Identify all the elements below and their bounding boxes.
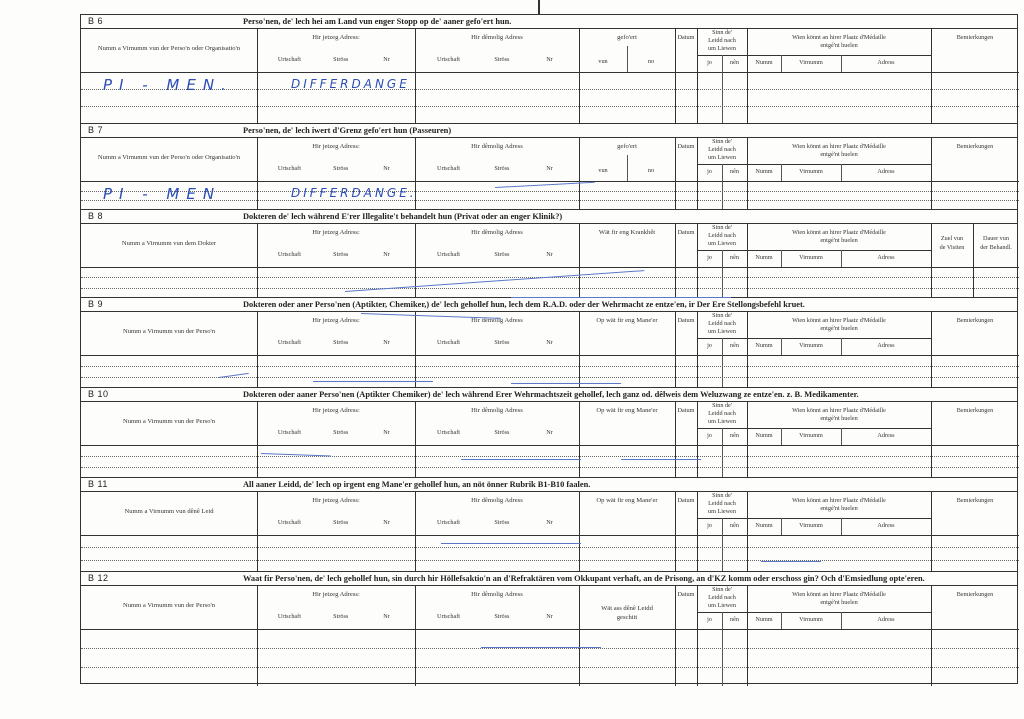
pen-stroke xyxy=(511,383,621,384)
sub-label-number: Nr xyxy=(383,519,390,526)
section-id: B 12 xyxy=(88,573,109,583)
column-label-alive-2: Leidd nach xyxy=(708,594,736,601)
column-label-third: gefo'ert xyxy=(617,143,637,150)
column-label-medal-2: entgé'nt huelen xyxy=(820,151,858,158)
handwritten-place: DIFFERDANGE. xyxy=(291,186,417,200)
column-divider xyxy=(841,612,842,629)
row-divider xyxy=(747,518,931,519)
row-divider xyxy=(747,164,931,165)
column-divider xyxy=(675,28,676,123)
column-label-remarks: Bemierkungen xyxy=(956,591,994,598)
pen-stroke xyxy=(461,459,581,460)
column-label-alive-2: Leidd nach xyxy=(708,320,736,327)
sub-label-street: Ströss xyxy=(333,519,349,526)
sub-label-number: Nr xyxy=(383,251,390,258)
sub-label-from: vun xyxy=(598,167,608,174)
form-sheet xyxy=(80,14,1018,684)
pen-stroke xyxy=(481,647,601,648)
form-section-b10 xyxy=(81,387,1017,477)
column-label-alive-1: Sinn de' xyxy=(712,138,732,145)
handwritten-name: PI - MEN xyxy=(103,185,222,203)
sub-label-no: nên xyxy=(730,432,739,439)
column-label-date: Datum xyxy=(677,34,695,41)
column-label-current-address: Hir jetzeg Adress: xyxy=(312,34,360,41)
sub-label-firstname: Virnumm xyxy=(799,342,823,349)
column-label-medal-1: Wien könnt an hirer Plaatz d'Médaille xyxy=(792,34,886,41)
sub-label-firstname: Virnumm xyxy=(799,59,823,66)
sub-label-street: Ströss xyxy=(333,251,349,258)
column-label-date: Datum xyxy=(677,497,695,504)
column-label-alive-1: Sinn de' xyxy=(712,224,732,231)
column-divider xyxy=(931,28,932,123)
column-label-third: Op wät fir eng Mane'er xyxy=(596,317,658,324)
sub-label-number: Nr xyxy=(546,429,553,436)
column-divider xyxy=(841,338,842,355)
sub-label-yes: jo xyxy=(707,254,712,261)
column-divider xyxy=(781,250,782,267)
column-divider xyxy=(781,612,782,629)
sub-label-street: Ströss xyxy=(494,429,510,436)
column-label-alive-3: um Liewen xyxy=(707,154,736,161)
sub-label-street: Ströss xyxy=(494,251,510,258)
section-header xyxy=(81,15,1017,29)
sub-label-firstname: Virnumm xyxy=(799,616,823,623)
form-section-b8 xyxy=(81,209,1017,297)
sub-label-locality: Urtschaft xyxy=(437,429,461,436)
column-label-name: Numm a Virnumm vun dênê Leid xyxy=(124,508,214,515)
form-section-b6 xyxy=(81,15,1017,123)
sub-label-no: nên xyxy=(730,254,739,261)
column-label-date: Datum xyxy=(677,143,695,150)
column-label-former-address: Hir dêmolig Adress xyxy=(471,407,523,414)
column-label-alive-1: Sinn de' xyxy=(712,312,732,319)
sub-label-locality: Urtschaft xyxy=(277,251,301,258)
row-divider xyxy=(747,612,931,613)
column-label-alive-3: um Liewen xyxy=(707,328,736,335)
column-divider xyxy=(257,28,258,123)
column-label-duration-2: der Behandl. xyxy=(980,244,1012,251)
column-label-former-address: Hir dêmolig Adress xyxy=(471,143,523,150)
column-label-alive-3: um Liewen xyxy=(707,240,736,247)
sub-label-locality: Urtschaft xyxy=(437,56,461,63)
section-id: B 7 xyxy=(88,125,104,135)
section-id: B 10 xyxy=(88,389,109,399)
column-label-alive-2: Leidd nach xyxy=(708,410,736,417)
sub-label-street: Ströss xyxy=(494,519,510,526)
column-divider xyxy=(781,338,782,355)
pen-stroke xyxy=(313,381,433,382)
entry-row-dotted-line xyxy=(81,456,1019,457)
column-label-medal-2: entgé'nt huelen xyxy=(820,599,858,606)
section-header xyxy=(81,478,1017,492)
sub-label-surname: Numm xyxy=(755,254,773,261)
column-label-former-address: Hir dêmolig Adress xyxy=(471,229,523,236)
column-divider xyxy=(781,518,782,535)
row-divider xyxy=(81,181,1019,182)
sub-label-number: Nr xyxy=(546,613,553,620)
sub-label-number: Nr xyxy=(546,519,553,526)
sub-label-locality: Urtschaft xyxy=(437,165,461,172)
sub-label-number: Nr xyxy=(383,56,390,63)
column-label-current-address: Hir jetzeg Adress: xyxy=(312,317,360,324)
sub-label-street: Ströss xyxy=(333,339,349,346)
sub-label-street: Ströss xyxy=(494,339,510,346)
column-divider xyxy=(841,55,842,72)
entry-row-dotted-line xyxy=(81,106,1019,107)
sub-label-number: Nr xyxy=(383,429,390,436)
column-label-alive-1: Sinn de' xyxy=(712,492,732,499)
section-title: Dokteren oder aner Perso'nen (Aptikter, Chemiker,) de' lech gehollef hun, lech dem R.A.D. oder der Wehrmacht ze entze'en, ir Der Ere Stellongsbefehl kruet. xyxy=(243,300,805,309)
row-divider xyxy=(747,55,931,56)
column-label-third: Wät ass dênê Leidd xyxy=(601,605,653,612)
sub-label-street: Ströss xyxy=(494,165,510,172)
sub-label-yes: jo xyxy=(707,168,712,175)
sub-label-to: no xyxy=(647,167,655,174)
sub-label-locality: Urtschaft xyxy=(437,613,461,620)
handwritten-place: DIFFERDANGE xyxy=(291,77,410,91)
section-id: B 9 xyxy=(88,299,104,309)
sub-label-surname: Numm xyxy=(755,616,773,623)
column-label-date: Datum xyxy=(677,407,695,414)
section-title: Perso'nen, de' lech hei am Land vun enger Stopp op de' aaner gefo'ert hun. xyxy=(243,17,512,26)
pen-stroke xyxy=(761,561,821,562)
column-label-remarks: Bemierkungen xyxy=(956,407,994,414)
section-header xyxy=(81,210,1017,224)
column-label-medal-2: entgé'nt huelen xyxy=(820,325,858,332)
column-label-remarks: Bemierkungen xyxy=(956,497,994,504)
sub-label-no: nên xyxy=(730,616,739,623)
column-divider xyxy=(841,518,842,535)
column-divider xyxy=(579,585,580,686)
sub-label-surname: Numm xyxy=(755,59,773,66)
sub-label-street: Ströss xyxy=(333,56,349,63)
column-label-current-address: Hir jetzeg Adress: xyxy=(312,591,360,598)
column-label-third: Op wät fir eng Mane'er xyxy=(596,407,658,414)
column-divider xyxy=(841,250,842,267)
entry-row-dotted-line xyxy=(81,366,1019,367)
column-label-alive-2: Leidd nach xyxy=(708,146,736,153)
column-label-medal-2: entgé'nt huelen xyxy=(820,505,858,512)
column-label-name: Numm a Virnumm vun dem Dokter xyxy=(121,240,217,247)
column-label-alive-3: um Liewen xyxy=(707,602,736,609)
column-divider xyxy=(931,585,932,686)
sub-label-number: Nr xyxy=(383,613,390,620)
column-label-alive-1: Sinn de' xyxy=(712,586,732,593)
sub-label-yes: jo xyxy=(707,522,712,529)
sub-label-surname: Numm xyxy=(755,168,773,175)
sub-label-street: Ströss xyxy=(333,613,349,620)
sub-label-number: Nr xyxy=(546,251,553,258)
column-label-visits-1: Zuel vun xyxy=(940,235,964,242)
column-label-alive-1: Sinn de' xyxy=(712,29,732,36)
column-label-name: Numm a Virnumm vun der Perso'n xyxy=(122,328,216,335)
pen-stroke xyxy=(441,543,581,544)
sub-label-locality: Urtschaft xyxy=(277,613,301,620)
section-title: Dokteren de' lech während E'rer Illegalite't behandelt hun (Privat oder an enger Klinik?) xyxy=(243,212,563,221)
sub-label-surname: Numm xyxy=(755,342,773,349)
column-label-medal-1: Wien könnt an hirer Plaatz d'Médaille xyxy=(792,229,886,236)
row-divider xyxy=(747,428,931,429)
column-label-remarks: Bemierkungen xyxy=(956,317,994,324)
entry-row-dotted-line xyxy=(81,648,1019,649)
sub-label-address: Adress xyxy=(877,432,895,439)
section-id: B 11 xyxy=(88,479,108,489)
column-label-alive-3: um Liewen xyxy=(707,418,736,425)
column-divider xyxy=(675,585,676,686)
column-divider xyxy=(841,164,842,181)
sub-label-firstname: Virnumm xyxy=(799,432,823,439)
entry-row-dotted-line xyxy=(81,547,1019,548)
sub-label-number: Nr xyxy=(383,165,390,172)
sub-label-street: Ströss xyxy=(333,429,349,436)
column-divider xyxy=(781,55,782,72)
sub-label-street: Ströss xyxy=(494,613,510,620)
top-tick-mark xyxy=(538,0,540,14)
sub-label-yes: jo xyxy=(707,616,712,623)
sub-label-number: Nr xyxy=(546,165,553,172)
sub-label-number: Nr xyxy=(383,339,390,346)
column-label-former-address: Hir dêmolig Adress xyxy=(471,34,523,41)
column-divider xyxy=(781,428,782,445)
column-label-medal-2: entgé'nt huelen xyxy=(820,415,858,422)
column-divider xyxy=(415,28,416,123)
column-label-alive-2: Leidd nach xyxy=(708,232,736,239)
column-label-medal-1: Wien könnt an hirer Plaatz d'Médaille xyxy=(792,317,886,324)
column-label-alive-2: Leidd nach xyxy=(708,37,736,44)
column-label-medal-2: entgé'nt huelen xyxy=(820,42,858,49)
section-header xyxy=(81,124,1017,138)
sub-label-locality: Urtschaft xyxy=(437,339,461,346)
sub-label-locality: Urtschaft xyxy=(277,165,301,172)
sub-label-address: Adress xyxy=(877,168,895,175)
column-label-remarks: Bemierkungen xyxy=(956,143,994,150)
section-header xyxy=(81,388,1017,402)
sub-label-surname: Numm xyxy=(755,432,773,439)
column-label-third: gefo'ert xyxy=(617,34,637,41)
row-divider xyxy=(81,267,1019,268)
column-label-alive-1: Sinn de' xyxy=(712,402,732,409)
column-label-alive-2: Leidd nach xyxy=(708,500,736,507)
section-title: Perso'nen, de' lech iwert d'Grenz gefo'ert hun (Passeuren) xyxy=(243,126,452,135)
pen-stroke xyxy=(621,459,701,460)
column-label-medal-1: Wien könnt an hirer Plaatz d'Médaille xyxy=(792,407,886,414)
sub-label-firstname: Virnumm xyxy=(799,522,823,529)
column-label-medal-1: Wien könnt an hirer Plaatz d'Médaille xyxy=(792,591,886,598)
form-section-b7 xyxy=(81,123,1017,209)
column-divider xyxy=(841,428,842,445)
sub-label-address: Adress xyxy=(877,616,895,623)
column-label-third: Wät fir eng Krankhêt xyxy=(598,229,656,236)
entry-row-dotted-line xyxy=(81,288,1019,289)
column-label-current-address: Hir jetzeg Adress: xyxy=(312,497,360,504)
sub-label-yes: jo xyxy=(707,432,712,439)
column-label-duration-1: Dauer vun xyxy=(983,235,1009,242)
column-label-former-address: Hir dêmolig Adress xyxy=(471,591,523,598)
section-id: B 6 xyxy=(88,16,104,26)
row-divider xyxy=(747,250,931,251)
sub-label-locality: Urtschaft xyxy=(437,251,461,258)
column-label-name: Numm a Virnumm vun der Perso'n oder Organisatio'n xyxy=(97,45,241,52)
sub-label-address: Adress xyxy=(877,59,895,66)
column-label-former-address: Hir dêmolig Adress xyxy=(471,497,523,504)
sub-label-no: nên xyxy=(730,168,739,175)
sub-label-locality: Urtschaft xyxy=(437,519,461,526)
column-label-visits-2: de Visiten xyxy=(939,244,965,251)
column-divider xyxy=(415,585,416,686)
column-label-current-address: Hir jetzeg Adress: xyxy=(312,229,360,236)
entry-row-dotted-line xyxy=(81,467,1019,468)
section-title: Dokteren oder aaner Perso'nen (Aptikter Chemiker) de' lech während Erer Wehrmachtszeit gehollef, lech ganz od. dêlweis dem Weluzwang ze entze'en. z. B. Medikamenter. xyxy=(243,390,859,399)
sub-label-address: Adress xyxy=(877,522,895,529)
sub-label-street: Ströss xyxy=(494,56,510,63)
section-title: Waat fir Perso'nen, de' lech gehollef hun, sin durch hir Höllefsaktio'n an d'Refraktären vom Okkupant verhaft, an de Prisong, an d'KZ komm oder erschoss gin? Och d'Emsiedlung opte'eren. xyxy=(243,574,925,583)
column-label-medal-1: Wien könnt an hirer Plaatz d'Médaille xyxy=(792,497,886,504)
section-header xyxy=(81,572,1017,586)
sub-label-surname: Numm xyxy=(755,522,773,529)
column-label-name: Numm a Virnumm vun der Perso'n oder Organisatio'n xyxy=(97,154,241,161)
column-divider xyxy=(579,28,580,123)
sub-label-street: Ströss xyxy=(333,165,349,172)
form-section-b12 xyxy=(81,571,1017,685)
row-divider xyxy=(81,355,1019,356)
row-divider xyxy=(81,445,1019,446)
sub-label-firstname: Virnumm xyxy=(799,254,823,261)
column-label-remarks: Bemierkungen xyxy=(956,34,994,41)
sub-label-yes: jo xyxy=(707,342,712,349)
column-label-alive-3: um Liewen xyxy=(707,508,736,515)
section-header xyxy=(81,298,1017,312)
column-divider xyxy=(257,585,258,686)
handwritten-name: PI - MEN. xyxy=(103,76,233,94)
form-section-b9 xyxy=(81,297,1017,387)
sub-label-to: no xyxy=(647,58,655,65)
column-label-current-address: Hir jetzeg Adress: xyxy=(312,143,360,150)
column-label-current-address: Hir jetzeg Adress: xyxy=(312,407,360,414)
sub-label-from: vun xyxy=(598,58,608,65)
column-label-third: Op wät fir eng Mane'er xyxy=(596,497,658,504)
column-label-former-address: Hir dêmolig Adress xyxy=(471,317,523,324)
column-label-date: Datum xyxy=(677,317,695,324)
row-divider xyxy=(81,72,1019,73)
form-section-b11 xyxy=(81,477,1017,571)
column-label-date: Datum xyxy=(677,229,695,236)
column-label-date: Datum xyxy=(677,591,695,598)
sub-label-locality: Urtschaft xyxy=(277,339,301,346)
sub-label-number: Nr xyxy=(546,339,553,346)
sub-label-locality: Urtschaft xyxy=(277,519,301,526)
sub-label-no: nên xyxy=(730,59,739,66)
sub-label-locality: Urtschaft xyxy=(277,429,301,436)
sub-label-no: nên xyxy=(730,342,739,349)
column-label-alive-3: um Liewen xyxy=(707,45,736,52)
sub-label-address: Adress xyxy=(877,254,895,261)
row-divider xyxy=(81,535,1019,536)
entry-row-dotted-line xyxy=(81,667,1019,668)
entry-row-dotted-line xyxy=(81,560,1019,561)
row-divider xyxy=(747,338,931,339)
entry-row-dotted-line xyxy=(81,191,1019,192)
sub-label-no: nên xyxy=(730,522,739,529)
sub-label-firstname: Virnumm xyxy=(799,168,823,175)
sub-label-locality: Urtschaft xyxy=(277,56,301,63)
section-id: B 8 xyxy=(88,211,104,221)
column-divider xyxy=(781,164,782,181)
column-label-name: Numm a Virnumm vun der Perso'n xyxy=(122,602,216,609)
sub-label-yes: jo xyxy=(707,59,712,66)
entry-row-dotted-line xyxy=(81,200,1019,201)
column-label-medal-2: entgé'nt huelen xyxy=(820,237,858,244)
column-label-medal-1: Wien könnt an hirer Plaatz d'Médaille xyxy=(792,143,886,150)
row-divider xyxy=(81,629,1019,630)
pen-stroke xyxy=(511,297,731,298)
sub-label-number: Nr xyxy=(546,56,553,63)
column-label-name: Numm a Virnumm vun der Perso'n xyxy=(122,418,216,425)
section-title: All aaner Leidd, de' lech op irgent eng Mane'er gehollef hun, an nöt önner Rubrik B1-B10 faalen. xyxy=(243,480,591,489)
column-label-third-b: geschitt xyxy=(616,614,638,621)
sub-label-address: Adress xyxy=(877,342,895,349)
